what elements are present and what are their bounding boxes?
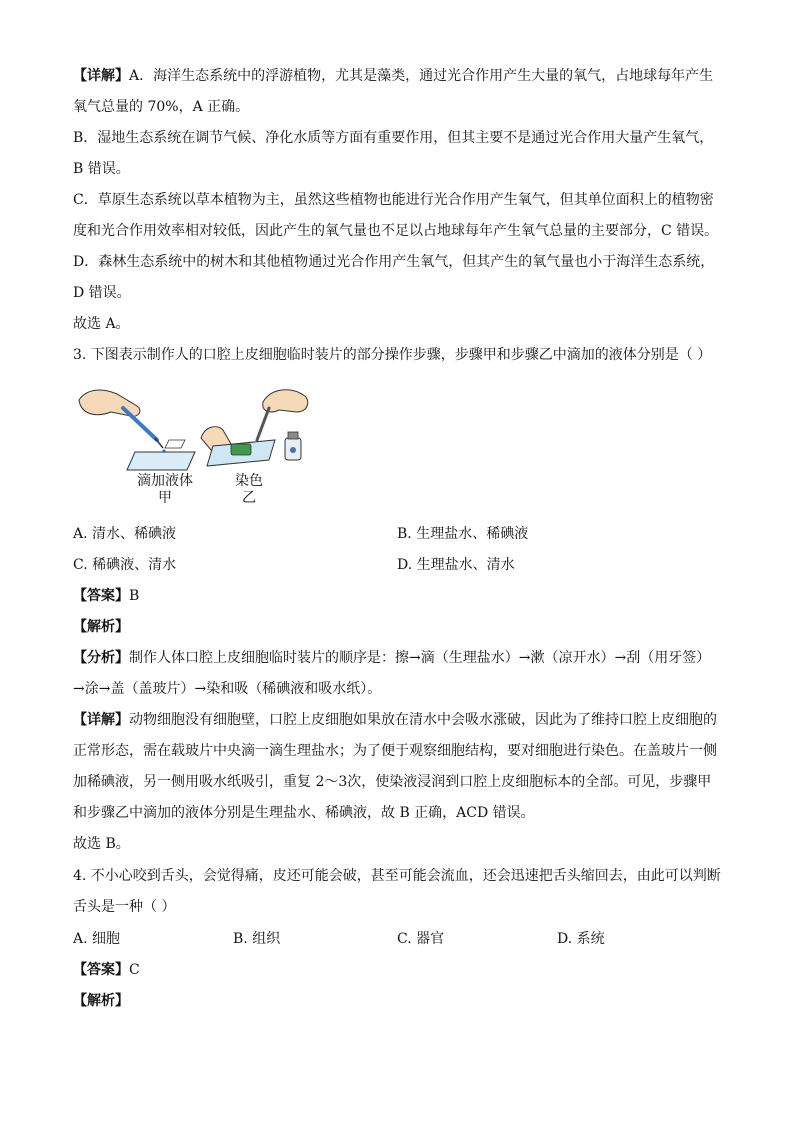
figure-label-dropping: 滴加液体 — [137, 473, 193, 489]
q3-answer: 【答案】B — [73, 588, 140, 604]
detail-tag: 【详解】 — [73, 68, 129, 84]
q3-detail-line1: 【详解】动物细胞没有细胞壁，口腔上皮细胞如果放在清水中会吸水涨破，因此为了维持口腔上皮细胞的 — [73, 712, 717, 728]
q2-detail-line6: 度和光合作用效率相对较低，因此产生的氧气量也不足以占地球每年产生氧气总量的主要部分，C 错误。 — [73, 223, 719, 239]
q2-detail-line5: C．草原生态系统以草本植物为主，虽然这些植物也能进行光合作用产生氧气，但其单位面积上的植物密 — [73, 192, 714, 208]
q2-detail-line1: 【详解】A．海洋生态系统中的浮游植物，尤其是藻类，通过光合作用产生大量的氧气，占地球每年产生 — [73, 68, 714, 84]
q4-option-c: C. 器官 — [397, 931, 445, 947]
q4-option-a: A. 细胞 — [73, 931, 121, 947]
figure-label-staining: 染色 — [235, 473, 263, 489]
q4-option-b: B. 组织 — [233, 931, 281, 947]
q3-option-a: A. 清水、稀碘液 — [73, 526, 177, 542]
q2-detail-line8: D 错误。 — [73, 285, 131, 301]
q3-option-d: D. 生理盐水、清水 — [397, 557, 515, 573]
figure-label-yi: 乙 — [242, 490, 256, 506]
q3-option-c: C. 稀碘液、清水 — [73, 557, 177, 573]
dropping-step-drawing — [79, 390, 195, 470]
q3-figure — [73, 378, 313, 510]
q3-option-b: B. 生理盐水、稀碘液 — [397, 526, 529, 542]
q2-detail-line2: 氧气总量的 70%，A 正确。 — [73, 99, 250, 115]
q4-answer: 【答案】C — [73, 962, 140, 978]
q3-fenxi-line1: 【分析】制作人体口腔上皮细胞临时装片的顺序是：擦→滴（生理盐水）→漱（凉开水）→刮（用牙签） — [73, 650, 711, 666]
staining-step-drawing — [201, 390, 308, 466]
q3-stem: 3. 下图表示制作人的口腔上皮细胞临时装片的部分操作步骤，步骤甲和步骤乙中滴加的液体分别是（ ） — [73, 347, 712, 363]
q3-detail-line2: 正常形态，需在载玻片中央滴一滴生理盐水；为了便于观察细胞结构，要对细胞进行染色。在盖玻片一侧 — [73, 743, 717, 759]
q3-detail-line4: 和步骤乙中滴加的液体分别是生理盐水、稀碘液，故 B 正确，ACD 错误。 — [73, 805, 535, 821]
q2-choose: 故选 A。 — [73, 316, 130, 332]
q4-analysis-tag: 【解析】 — [73, 993, 129, 1009]
slide-preparation-illustration — [73, 378, 313, 478]
q3-analysis-tag: 【解析】 — [73, 619, 129, 635]
figure-label-jia: 甲 — [158, 490, 172, 506]
q2-detail-line7: D．森林生态系统中的树木和其他植物通过光合作用产生氧气，但其产生的氧气量也小于海洋生态系统， — [73, 254, 715, 270]
q2-detail-line4: B 错误。 — [73, 161, 130, 177]
q3-detail-line3: 加稀碘液，另一侧用吸水纸吸引，重复 2～3次，使染液浸润到口腔上皮细胞标本的全部。可见，步骤甲 — [73, 774, 712, 790]
q2-detail-line3: B．湿地生态系统在调节气候、净化水质等方面有重要作用，但其主要不是通过光合作用大量产生氧气， — [73, 130, 714, 146]
q4-option-d: D. 系统 — [557, 931, 605, 947]
q4-stem-line1: 4. 不小心咬到舌头，会觉得痛，皮还可能会破，甚至可能会流血，还会迅速把舌头缩回去，由此可以判断 — [73, 868, 721, 884]
q3-fenxi-line2: →涂→盖（盖玻片）→染和吸（稀碘液和吸水纸）。 — [73, 681, 382, 697]
q4-stem-line2: 舌头是一种（ ） — [73, 899, 176, 915]
q3-choose: 故选 B。 — [73, 836, 130, 852]
